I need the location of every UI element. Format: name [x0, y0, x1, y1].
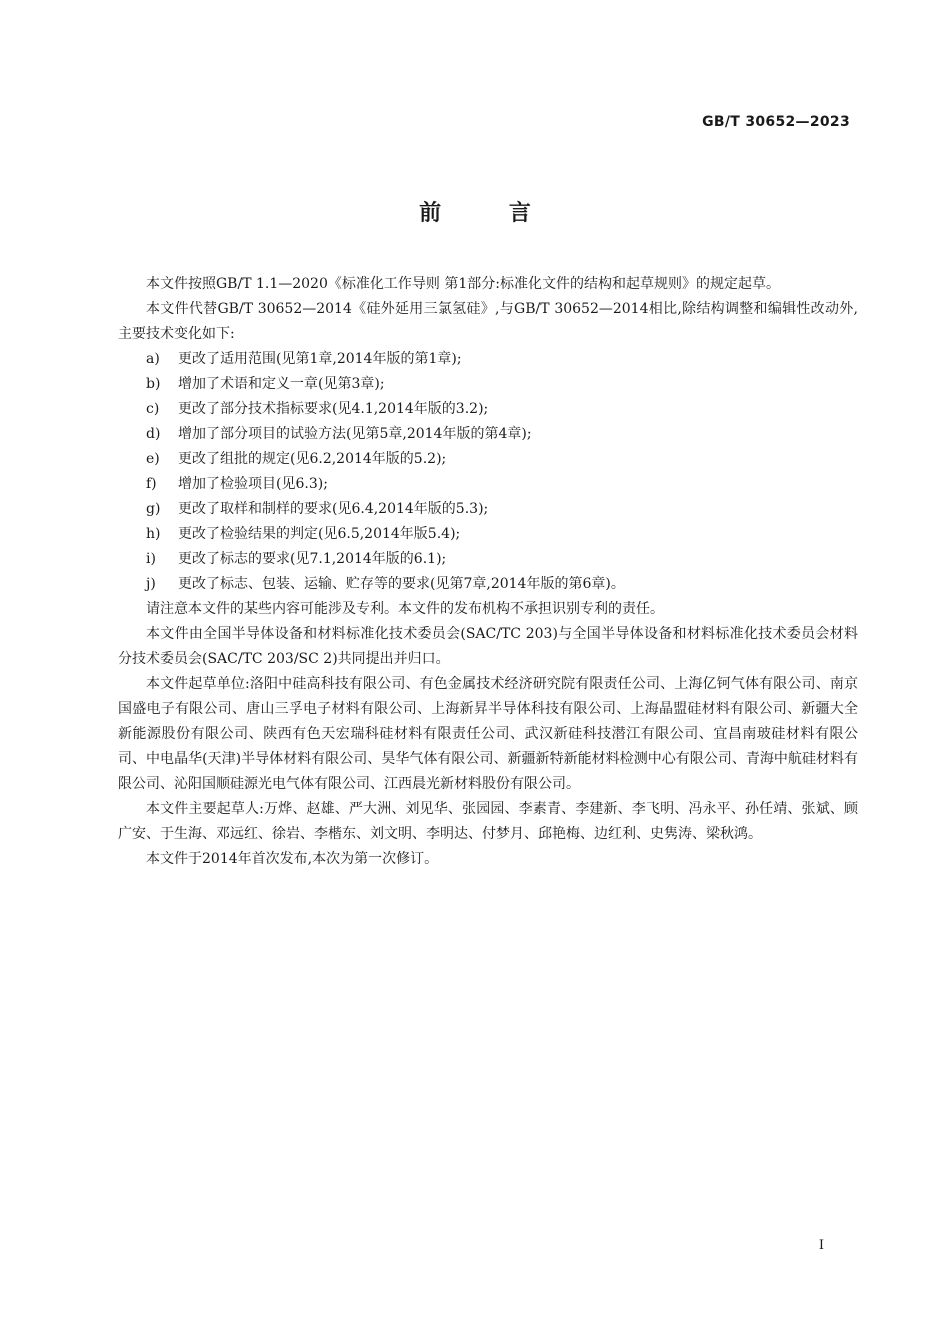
- list-item: [118, 497, 858, 522]
- list-item: [118, 372, 858, 397]
- paragraph-patent-notice: 请注意本文件的某些内容可能涉及专利。本文件的发布机构不承担识别专利的责任。: [146, 601, 664, 617]
- paragraph-proposer: 本文件由全国半导体设备和材料标准化技术委员会(SAC/TC 203)与全国半导体设备和材料标准化技术委员会材料分技术委员会(SAC/TC 203/SC 2)共同提出并归口。: [118, 626, 858, 667]
- list-item-text: 增加了检验项目(见6.3);: [178, 476, 328, 492]
- paragraph-history: 本文件于2014年首次发布,本次为第一次修订。: [146, 851, 439, 867]
- list-item-text: 更改了标志、包装、运输、贮存等的要求(见第7章,2014年版的第6章)。: [178, 576, 625, 592]
- list-item: [118, 397, 858, 422]
- page-number: I: [818, 1238, 824, 1253]
- list-marker: e): [146, 451, 160, 467]
- list-item-text: 更改了检验结果的判定(见6.5,2014年版5.4);: [178, 526, 461, 542]
- list-item: [118, 347, 858, 372]
- list-item: [118, 447, 858, 472]
- list-item: [118, 422, 858, 447]
- list-marker: b): [146, 376, 161, 392]
- list-marker: c): [146, 401, 160, 417]
- paragraph-drafting-units: 本文件起草单位:洛阳中硅高科技有限公司、有色金属技术经济研究院有限责任公司、上海亿钶气体有限公司、南京国盛电子有限公司、唐山三孚电子材料有限公司、上海新昇半导体科技有限公司、上海晶盟硅材料有限公司、新疆大全新能源股份有限公司、陕西有色天宏瑞科硅材料有限责任公司、武汉新硅科技潜江有限公司、宜昌南玻硅材料有限公司、中电晶华(天津)半导体材料有限公司、昊华气体有限公司、新疆新特新能材料检测中心有限公司、青海中航硅材料有限公司、沁阳国顺硅源光电气体有限公司、江西晨光新材料股份有限公司。: [118, 676, 858, 792]
- list-item: [118, 522, 858, 547]
- list-marker: j): [146, 576, 156, 592]
- page-title: 前 言: [419, 201, 561, 226]
- paragraph-drafters: 本文件主要起草人:万烨、赵雄、严大洲、刘见华、张园园、李素青、李建新、李飞明、冯永平、孙任靖、张斌、顾广安、于生海、邓远红、徐岩、李楷东、刘文明、李明达、付梦月、邱艳梅、边红利、史隽涛、梁秋鸿。: [118, 801, 858, 842]
- foreword-body: [118, 272, 858, 872]
- standard-code: GB/T 30652—2023: [702, 114, 850, 130]
- list-item-text: 更改了组批的规定(见6.2,2014年版的5.2);: [178, 451, 447, 467]
- list-item-text: 更改了取样和制样的要求(见6.4,2014年版的5.3);: [178, 501, 489, 517]
- list-item-text: 更改了部分技术指标要求(见4.1,2014年版的3.2);: [178, 401, 489, 417]
- paragraph-replacement: 本文件代替GB/T 30652—2014《硅外延用三氯氢硅》,与GB/T 30652—2014相比,除结构调整和编辑性改动外,主要技术变化如下:: [118, 301, 858, 342]
- paragraph-drafting-rules: 本文件按照GB/T 1.1—2020《标准化工作导则 第1部分:标准化文件的结构和起草规则》的规定起草。: [146, 276, 780, 292]
- list-item-text: 更改了适用范围(见第1章,2014年版的第1章);: [178, 351, 462, 367]
- list-item: [118, 472, 858, 497]
- list-item: [118, 547, 858, 572]
- list-item-text: 增加了部分项目的试验方法(见第5章,2014年版的第4章);: [178, 426, 532, 442]
- list-marker: f): [146, 476, 157, 492]
- changes-list: [118, 347, 858, 597]
- list-item-text: 更改了标志的要求(见7.1,2014年版的6.1);: [178, 551, 447, 567]
- list-item-text: 增加了术语和定义一章(见第3章);: [178, 376, 385, 392]
- list-marker: h): [146, 526, 161, 542]
- list-marker: g): [146, 501, 161, 517]
- list-item: [118, 572, 858, 597]
- list-marker: i): [146, 551, 156, 567]
- list-marker: d): [146, 426, 161, 442]
- list-marker: a): [146, 351, 160, 367]
